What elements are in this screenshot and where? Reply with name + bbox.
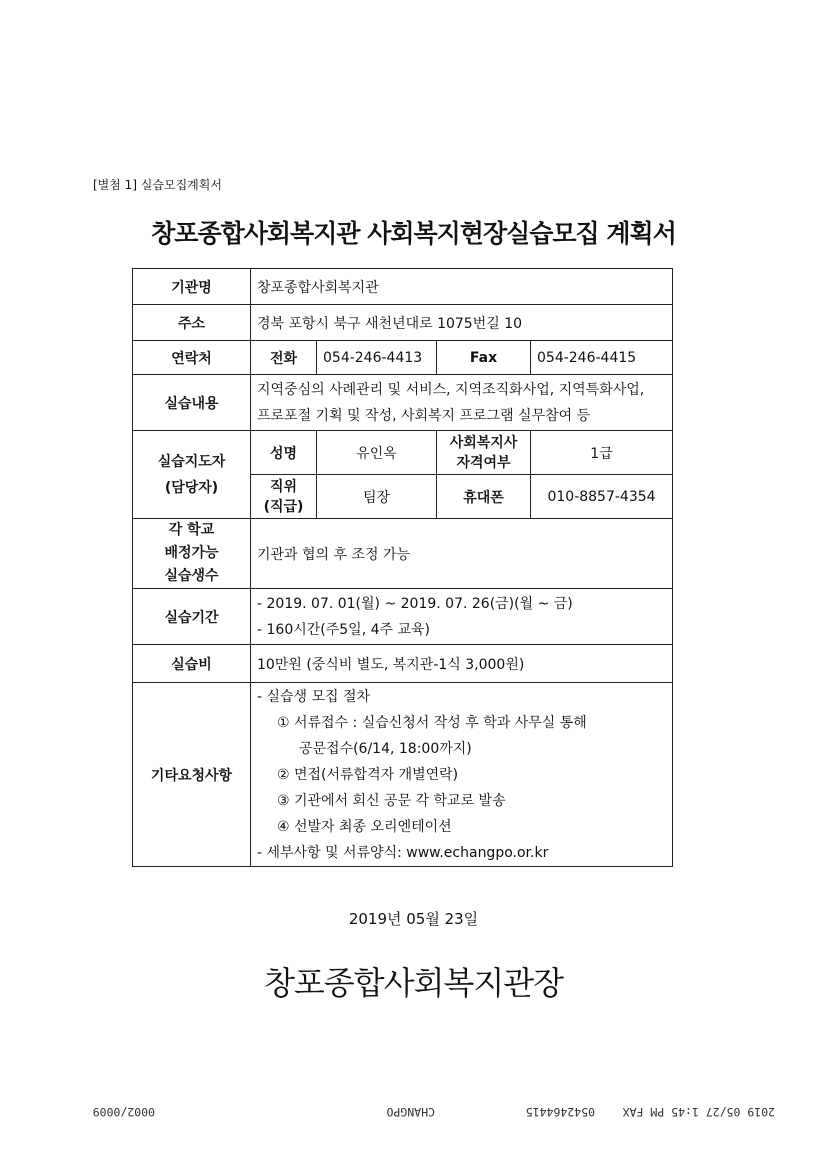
supervisor-label-line: (담당자) (164, 479, 219, 496)
content-value (251, 375, 673, 431)
position-value: 팀장 (317, 475, 437, 519)
license-value: 1급 (531, 431, 673, 475)
misc-line: - 실습생 모집 절차 (257, 688, 371, 705)
fax-header (55, 1101, 775, 1119)
table-row-contact (133, 341, 673, 375)
table-row-supervisor (133, 431, 673, 475)
name-label: 성명 (251, 431, 317, 475)
table-row-capacity (133, 519, 673, 589)
position-label (251, 475, 317, 519)
signature: 창포종합사회복지관장 (263, 964, 564, 1002)
period-line: - 160시간(주5일, 4주 교육) (257, 621, 430, 638)
period-line: - 2019. 07. 01(월) ~ 2019. 07. 26(금)(월 ~ 금) (257, 595, 573, 612)
contact-label: 연락처 (133, 341, 251, 375)
license-label (437, 431, 531, 475)
table-row-address (133, 305, 673, 341)
address-value: 경북 포항시 북구 새천년대로 1075번길 10 (251, 305, 673, 341)
capacity-label-line: 각 학교 (168, 522, 215, 538)
misc-line: ② 면접(서류합격자 개별연락) (277, 766, 459, 783)
table-row-misc (133, 683, 673, 867)
phone-label: 전화 (251, 341, 317, 375)
content-line: 프로포절 기획 및 작성, 사회복지 프로그램 실무참여 등 (257, 407, 591, 424)
period-label: 실습기간 (133, 589, 251, 645)
capacity-label-line: 배정가능 (164, 545, 219, 561)
supervisor-label (133, 431, 251, 519)
misc-label: 기타요청사항 (133, 683, 251, 867)
misc-value (251, 683, 673, 867)
table-row-fee (133, 645, 673, 683)
content-label: 실습내용 (133, 375, 251, 431)
address-label: 주소 (133, 305, 251, 341)
misc-line: ③ 기관에서 회신 공문 각 학교로 발송 (277, 792, 506, 809)
license-label-line: 자격여부 (456, 454, 511, 471)
name-value: 유인옥 (317, 431, 437, 475)
fax-page: 0002/0009 (92, 1105, 155, 1119)
fax-label: Fax (437, 341, 531, 375)
recruitment-plan-table (132, 268, 673, 867)
org-label: 기관명 (133, 269, 251, 305)
table-row-period (133, 589, 673, 645)
position-label-line: 직위 (269, 478, 298, 495)
phone-value: 054-246-4413 (317, 341, 437, 375)
mobile-value: 010-8857-4354 (531, 475, 673, 519)
fee-value: 10만원 (중식비 별도, 복지관-1식 3,000원) (251, 645, 673, 683)
table-row-org (133, 269, 673, 305)
misc-line: ① 서류접수 : 실습신청서 작성 후 학과 사무실 통해 (277, 714, 587, 731)
document-title: 창포종합사회복지관 사회복지현장실습모집 계획서 (151, 219, 676, 248)
fee-label: 실습비 (133, 645, 251, 683)
misc-line: - 세부사항 및 서류양식: www.echangpo.or.kr (257, 844, 549, 861)
misc-line: 공문접수(6/14, 18:00까지) (299, 740, 472, 757)
period-value (251, 589, 673, 645)
fax-value: 054-246-4415 (531, 341, 673, 375)
capacity-label-line: 실습생수 (164, 568, 219, 584)
capacity-label (133, 519, 251, 589)
attachment-label: [별첨 1] 실습모집계획서 (93, 178, 222, 192)
capacity-value: 기관과 협의 후 조정 가능 (251, 519, 673, 589)
document-date: 2019년 05월 23일 (348, 910, 479, 928)
fax-sender: CHANGPO (386, 1105, 435, 1119)
supervisor-label-line: 실습지도자 (157, 453, 226, 470)
license-label-line: 사회복지사 (449, 434, 518, 451)
misc-line: ④ 선발자 최종 오리엔테이션 (277, 818, 452, 835)
content-line: 지역중심의 사례관리 및 서비스, 지역조직화사업, 지역특화사업, (257, 381, 645, 398)
mobile-label: 휴대폰 (437, 475, 531, 519)
fax-number: 0542464415 (525, 1105, 595, 1119)
position-label-line: (직급) (263, 498, 304, 515)
table-row-content (133, 375, 673, 431)
org-value: 창포종합사회복지관 (251, 269, 673, 305)
fax-timestamp: 2019 05/27 1:45 PM FAX (622, 1105, 775, 1119)
